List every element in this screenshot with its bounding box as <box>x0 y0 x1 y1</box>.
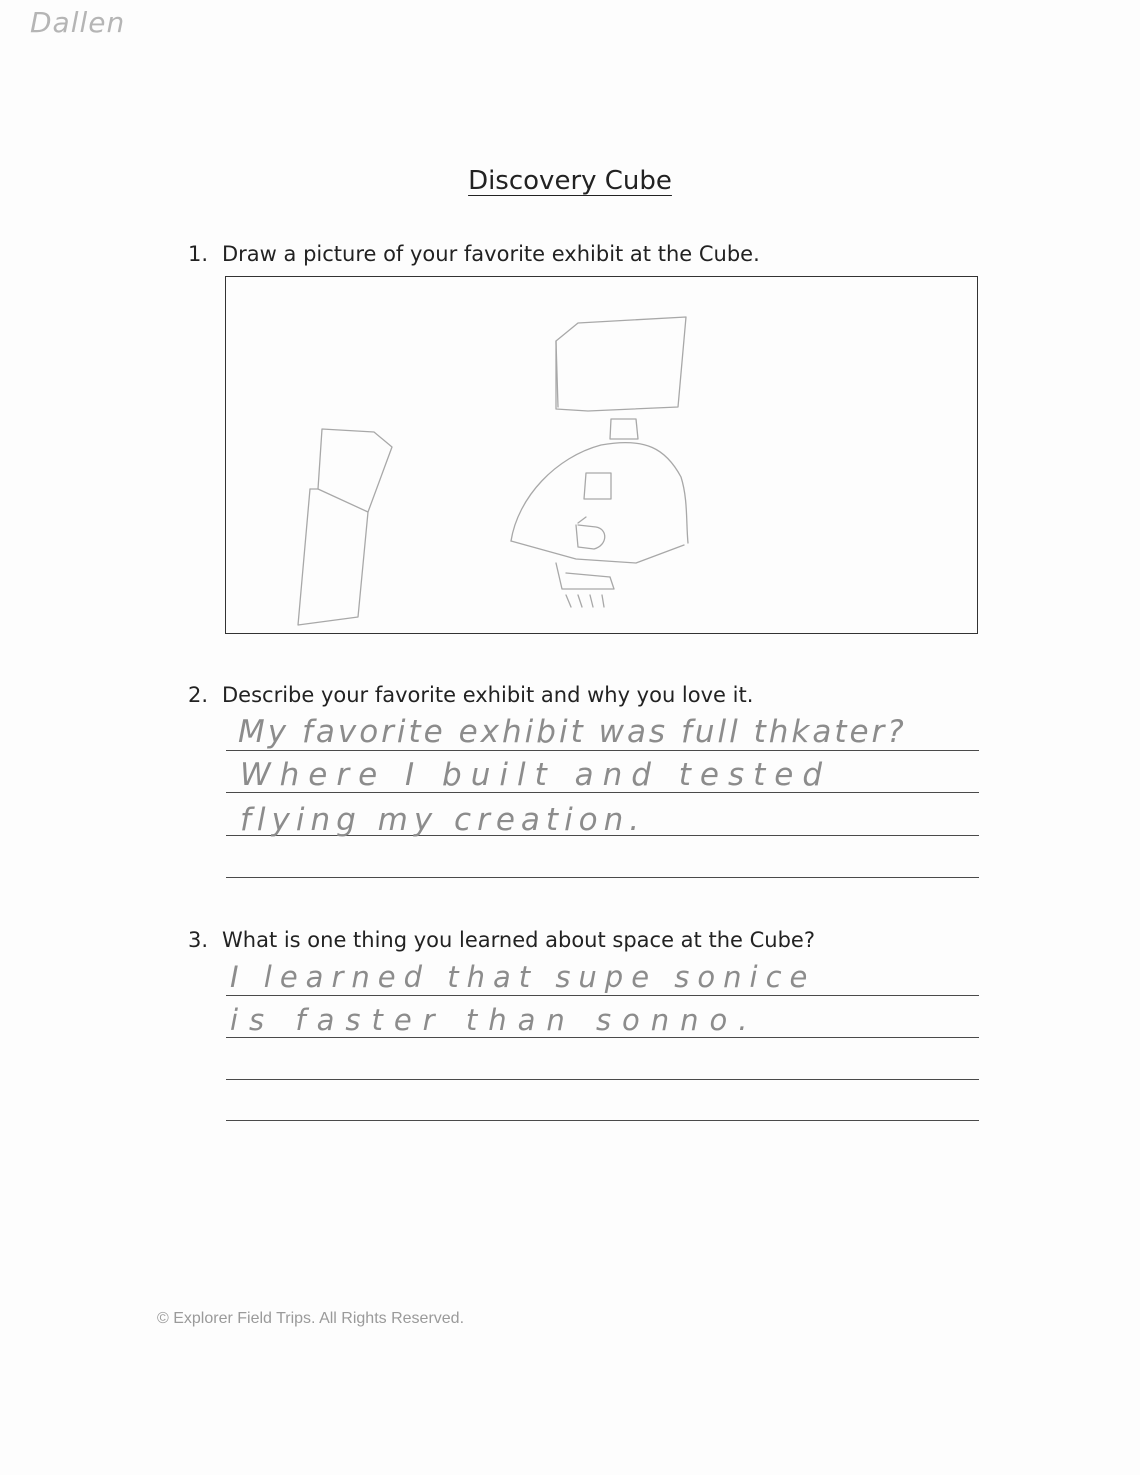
answer-3-text-2: is faster than sonno. <box>230 1003 759 1037</box>
page-title-text: Discovery Cube <box>468 166 672 196</box>
answer-3-line-2 <box>226 1037 979 1038</box>
question-3 <box>188 928 815 952</box>
answer-2-text-2: Where I built and tested <box>240 757 832 793</box>
answer-2-line-4 <box>226 877 979 878</box>
question-1-text: Draw a picture of your favorite exhibit at the Cube. <box>222 242 760 266</box>
drawing-box <box>225 276 978 634</box>
question-1-number: 1. <box>188 242 209 266</box>
answer-2-text-3: flying my creation. <box>240 802 646 838</box>
answer-3-text-1: I learned that supe sonice <box>230 960 816 994</box>
student-drawing <box>226 277 977 633</box>
answer-2-line-1 <box>226 750 979 751</box>
answer-2-text-1: My favorite exhibit was full thkater? <box>238 714 907 750</box>
question-3-number: 3. <box>188 928 209 952</box>
student-name: Dallen <box>30 6 126 39</box>
question-2-text: Describe your favorite exhibit and why you love it. <box>222 683 754 707</box>
question-2-number: 2. <box>188 683 209 707</box>
question-1 <box>188 242 760 266</box>
answer-3-line-4 <box>226 1120 979 1121</box>
page-title <box>0 166 1140 196</box>
answer-3-line-1 <box>226 995 979 996</box>
question-3-text: What is one thing you learned about space at the Cube? <box>222 928 815 952</box>
answer-3-line-3 <box>226 1079 979 1080</box>
question-2 <box>188 683 753 707</box>
copyright-footer: © Explorer Field Trips. All Rights Reserved. <box>157 1310 465 1327</box>
